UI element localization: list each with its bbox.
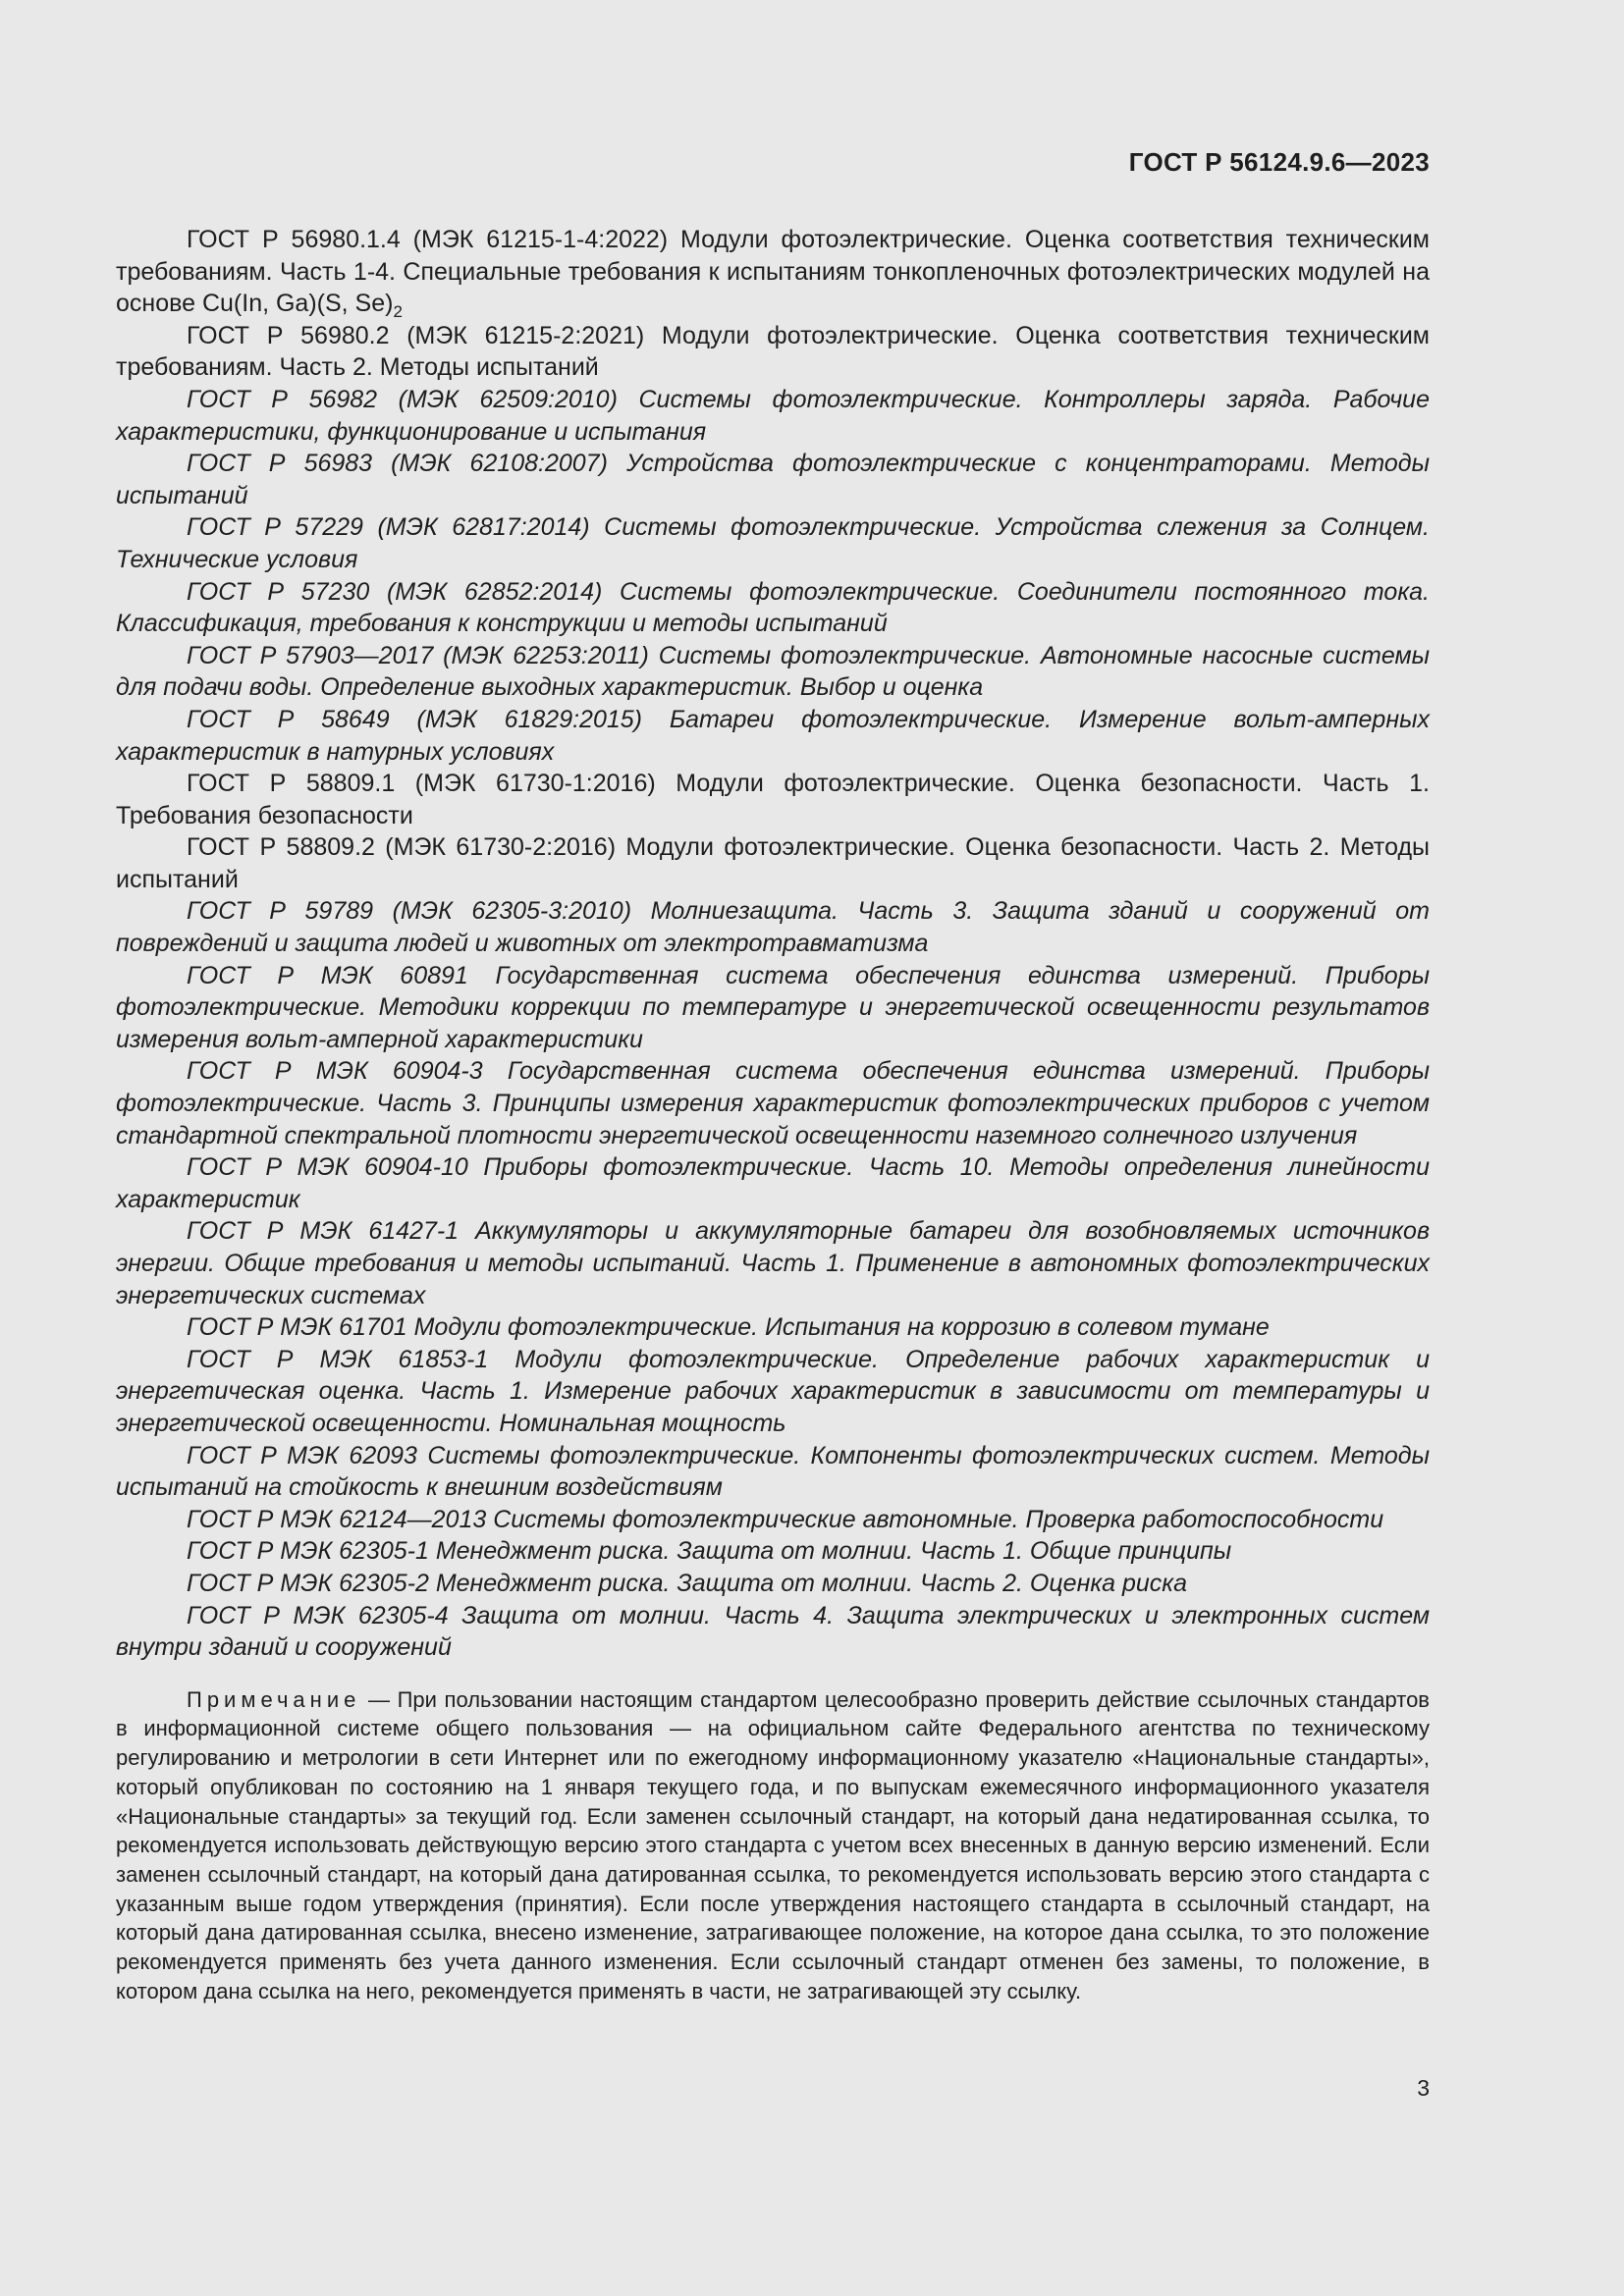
note-paragraph (116, 1685, 1430, 2006)
reference-text: ГОСТ Р 58809.1 (МЭК 61730-1:2016) Модули фотоэлектрические. Оценка безопасности. Часть 1. Требования безопасности (116, 770, 1430, 829)
standard-header: ГОСТ Р 56124.9.6—2023 (1128, 147, 1430, 177)
reference-text: ГОСТ Р МЭК 62093 Системы фотоэлектрические. Компоненты фотоэлектрических систем. Методы испытаний на стойкость к внешним воздействиям (116, 1441, 1430, 1502)
references-list (116, 224, 1430, 1664)
reference-text: ГОСТ Р МЭК 62305-4 Защита от молнии. Часть 4. Защита электрических и электронных систем внутри зданий и сооружений (116, 1601, 1430, 1662)
reference-item (116, 1600, 1430, 1664)
reference-text: ГОСТ Р МЭК 60904-3 Государственная система обеспечения единства измерений. Приборы фотоэлектрические. Часть 3. Принципы измерения характеристик фотоэлектрических приборов с учетом стандартной спектральной плотности энергетической освещенности наземного солнечного излучения (116, 1057, 1430, 1149)
reference-text: ГОСТ Р МЭК 61427-1 Аккумуляторы и аккумуляторные батареи для возобновляемых источников энергии. Общие требования и методы испытаний. Часть 1. Применение в автономных фотоэлектрических энергетических системах (116, 1217, 1430, 1309)
reference-text: ГОСТ Р 57230 (МЭК 62852:2014) Системы фотоэлектрические. Соединители постоянного тока. Классификация, требования к конструкции и методы испытаний (116, 577, 1430, 638)
note-text: — При пользовании настоящим стандартом целесообразно проверить действие ссылочных стандартов в информационной системе общего пользования — на официальном сайте Федерального агентства по техническому регулированию и метрологии в сети Интернет или по ежегодному информационному указателю «Национальные стандарты», который опубликован по состоянию на 1 января текущего года, и по выпускам ежемесячного информационного указателя «Национальные стандарты» за текущий год. Если заменен ссылочный стандарт, на который дана недатированная ссылка, то рекомендуется использовать действующую версию этого стандарта с учетом всех внесенных в данную версию изменений. Если заменен ссылочный стандарт, на который дана датированная ссылка, то рекомендуется использовать версию этого стандарта с указанным выше годом утверждения (принятия). Если после утверждения настоящего стандарта в ссылочный стандарт, на который дана датированная ссылка, внесено изменение, затрагивающее положение, на которое дана ссылка, то это положение рекомендуется применять без учета данного изменения. Если ссылочный стандарт отменен без замены, то положение, в котором дана ссылка на него, рекомендуется применять в части, не затрагивающей эту ссылку. (116, 1686, 1430, 2003)
reference-text: ГОСТ Р МЭК 60891 Государственная система обеспечения единства измерений. Приборы фотоэлектрические. Методики коррекции по температуре и энергетической освещенности результатов измерения вольт-амперной характеристики (116, 961, 1430, 1053)
reference-item (116, 576, 1430, 640)
note-label: Примечание (187, 1686, 361, 1712)
reference-text: ГОСТ Р МЭК 62305-2 Менеджмент риска. Защита от молнии. Часть 2. Оценка риска (187, 1569, 1187, 1597)
reference-text: ГОСТ Р МЭК 61853-1 Модули фотоэлектрические. Определение рабочих характеристик и энергетическая оценка. Часть 1. Измерение рабочих характеристик в зависимости от температуры и энергетической освещенности. Номинальная мощность (116, 1345, 1430, 1437)
reference-item (116, 1055, 1430, 1151)
reference-item (116, 224, 1430, 320)
reference-text: ГОСТ Р 57903—2017 (МЭК 62253:2011) Системы фотоэлектрические. Автономные насосные системы для подачи воды. Определение выходных характеристик. Выбор и оценка (116, 641, 1430, 702)
reference-item (116, 1568, 1430, 1600)
reference-item (116, 1504, 1430, 1536)
reference-item (116, 1311, 1430, 1344)
reference-text: ГОСТ Р 58649 (МЭК 61829:2015) Батареи фотоэлектрические. Измерение вольт-амперных характеристик в натурных условиях (116, 705, 1430, 766)
reference-item (116, 704, 1430, 768)
reference-item (116, 320, 1430, 384)
reference-item (116, 895, 1430, 959)
reference-item (116, 1215, 1430, 1311)
reference-text: ГОСТ Р 56982 (МЭК 62509:2010) Системы фотоэлектрические. Контроллеры заряда. Рабочие характеристики, функционирование и испытания (116, 385, 1430, 446)
reference-text: ГОСТ Р МЭК 62124—2013 Системы фотоэлектрические автономные. Проверка работоспособности (187, 1505, 1384, 1533)
page-number: 3 (1417, 2075, 1430, 2101)
reference-item (116, 1344, 1430, 1440)
references-content (116, 224, 1430, 2005)
reference-item (116, 1151, 1430, 1215)
reference-item (116, 960, 1430, 1056)
reference-item (116, 1440, 1430, 1504)
reference-subscript: 2 (393, 302, 403, 322)
reference-item (116, 511, 1430, 575)
reference-text: ГОСТ Р МЭК 62305-1 Менеджмент риска. Защита от молнии. Часть 1. Общие принципы (187, 1537, 1232, 1566)
reference-text: ГОСТ Р 56980.1.4 (МЭК 61215-1-4:2022) Модули фотоэлектрические. Оценка соответствия техническим требованиям. Часть 1-4. Специальные требования к испытаниям тонкопленочных фотоэлектрических модулей на основе Cu(In, Ga)(S, Se) (116, 226, 1430, 318)
reference-text: ГОСТ Р МЭК 60904-10 Приборы фотоэлектрические. Часть 10. Методы определения линейности характеристик (116, 1153, 1430, 1213)
reference-item (116, 384, 1430, 448)
reference-text: ГОСТ Р 59789 (МЭК 62305-3:2010) Молниезащита. Часть 3. Защита зданий и сооружений от повреждений и защита людей и животных от электротравматизма (116, 897, 1430, 958)
reference-text: ГОСТ Р 58809.2 (МЭК 61730-2:2016) Модули фотоэлектрические. Оценка безопасности. Часть 2. Методы испытаний (116, 833, 1430, 893)
reference-text: ГОСТ Р 56983 (МЭК 62108:2007) Устройства фотоэлектрические с концентраторами. Методы испытаний (116, 450, 1430, 509)
reference-item (116, 768, 1430, 831)
reference-item (116, 1535, 1430, 1568)
reference-text: ГОСТ Р 57229 (МЭК 62817:2014) Системы фотоэлектрические. Устройства слежения за Солнцем. Технические условия (116, 513, 1430, 573)
reference-item (116, 640, 1430, 704)
reference-item (116, 448, 1430, 511)
reference-text: ГОСТ Р 56980.2 (МЭК 61215-2:2021) Модули фотоэлектрические. Оценка соответствия техническим требованиям. Часть 2. Методы испытаний (116, 321, 1430, 382)
reference-text: ГОСТ Р МЭК 61701 Модули фотоэлектрические. Испытания на коррозию в солевом тумане (187, 1313, 1270, 1342)
reference-item (116, 831, 1430, 895)
